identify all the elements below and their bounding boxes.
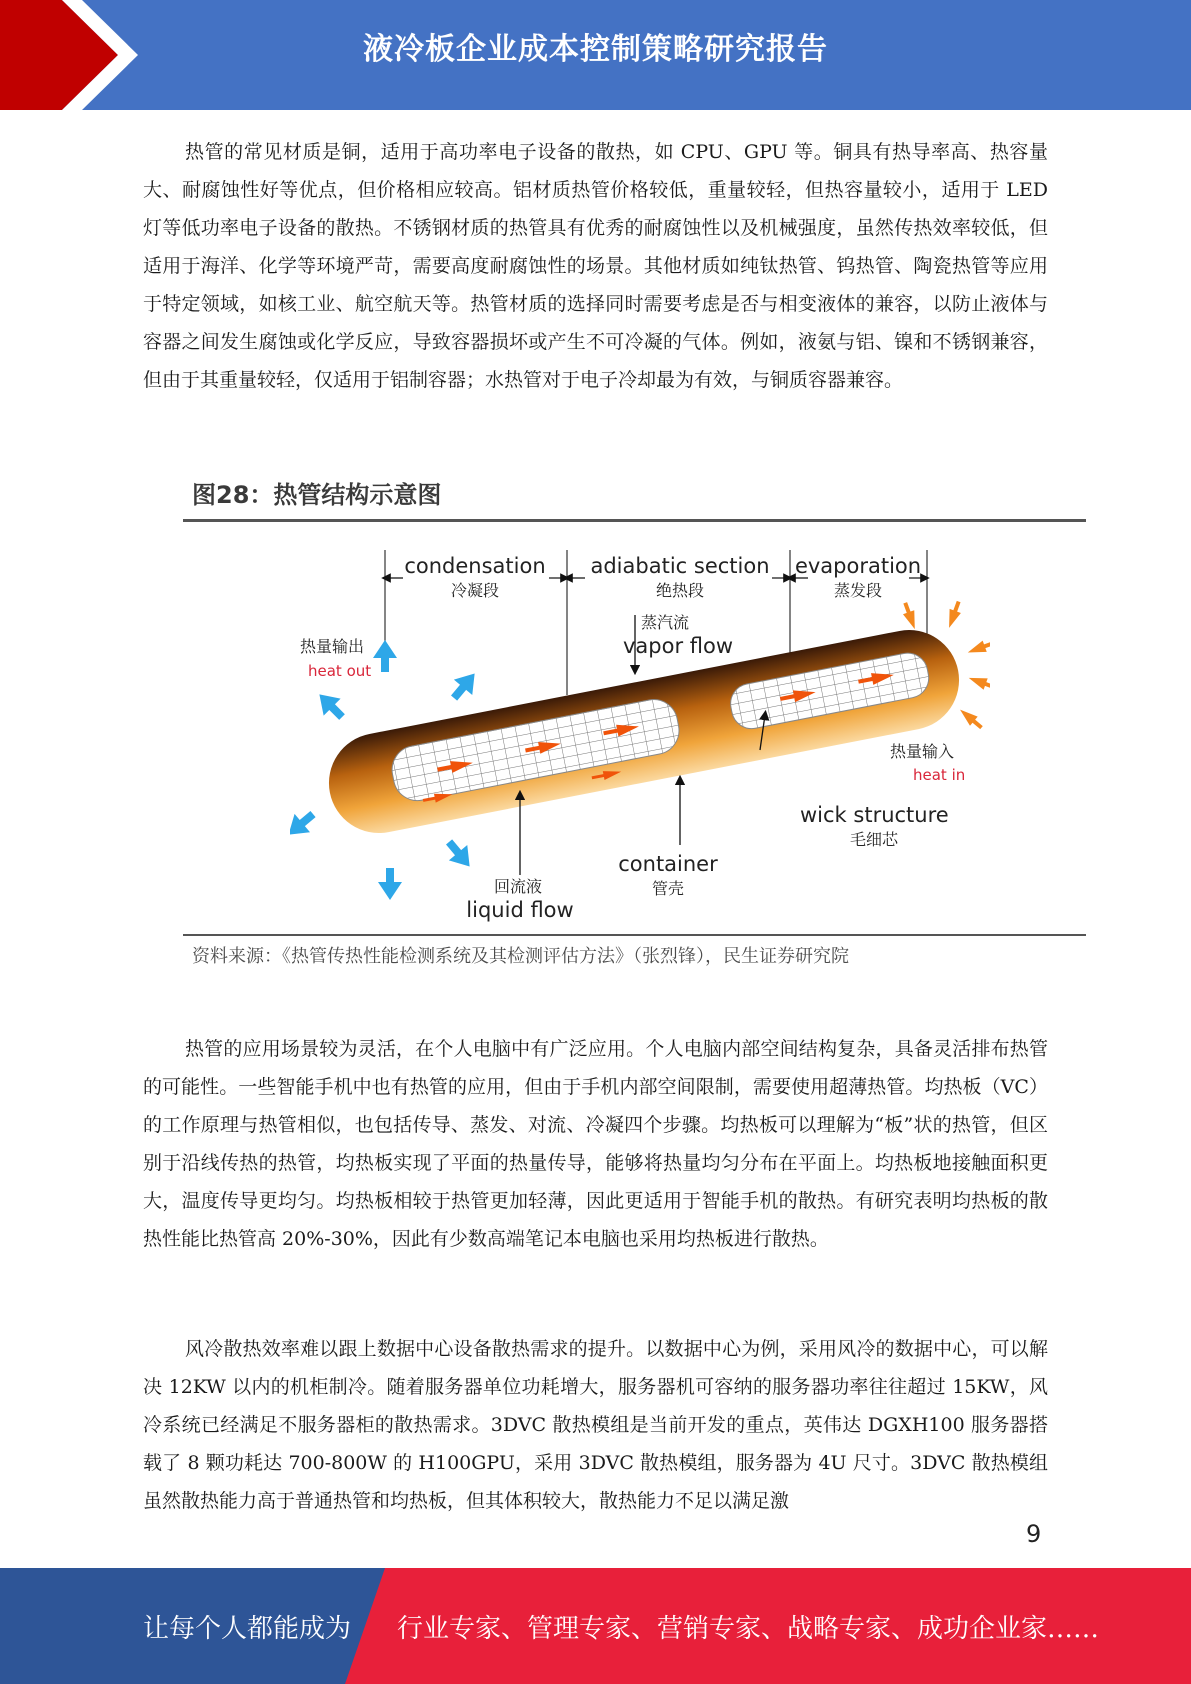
figure-top-rule xyxy=(183,519,1086,522)
label-heat-out-cn: 热量输出 xyxy=(300,637,365,656)
label-evaporation-en: evaporation xyxy=(794,554,922,578)
label-wick-cn: 毛细芯 xyxy=(850,830,899,849)
label-adiabatic-cn: 绝热段 xyxy=(655,581,705,600)
page-footer xyxy=(0,1568,1191,1684)
page-header xyxy=(0,0,1191,110)
figure-source: 资料来源：《热管传热性能检测系统及其检测评估方法》（张烈锋），民生证券研究院 xyxy=(192,946,849,967)
label-heat-in-en: heat in xyxy=(913,766,966,784)
label-adiabatic-en: adiabatic section xyxy=(590,554,770,578)
footer-slogan-right: 行业专家、管理专家、营销专家、战略专家、成功企业家…… xyxy=(397,1614,1100,1644)
label-vapor-cn: 蒸汽流 xyxy=(640,613,690,632)
body-paragraph-3: 风冷散热效率难以跟上数据中心设备散热需求的提升。以数据中心为例，采用风冷的数据中心，可以解决 12KW 以内的机柜制冷。随着服务器单位功耗增大，服务器机可容纳的服务器功率往往超过 15KW，风冷系统已经满足不服务器柜的散热需求。3DVC 散热模组是当前开发的重点，英伟达 DGXH100 服务器搭载了 8 颗功耗达 700-800W 的 H100GPU，采用 3DVC 散热模组，服务器为 4U 尺寸。3DVC 散热模组虽然散热能力高于普通热管和均热板，但其体积较大，散热能力不足以满足激 xyxy=(143,1338,1048,1512)
figure-bottom-rule xyxy=(183,934,1086,936)
body-paragraph-2: 热管的应用场景较为灵活，在个人电脑中有广泛应用。个人电脑内部空间结构复杂，具备灵活排布热管的可能性。一些智能手机中也有热管的应用，但由于手机内部空间限制，需要使用超薄热管。均热板（VC）的工作原理与热管相似，也包括传导、蒸发、对流、冷凝四个步骤。均热板可以理解为“板”状的热管，但区别于沿线传热的热管，均热板实现了平面的热量传导，能够将热量均匀分布在平面上。均热板地接触面积更大，温度传导更均匀。均热板相较于热管更加轻薄，因此更适用于智能手机的散热。有研究表明均热板的散热性能比热管高 20%-30%，因此有少数高端笔记本电脑也采用均热板进行散热。 xyxy=(143,1038,1048,1250)
page-number: 9 xyxy=(1026,1520,1042,1548)
body-paragraph-1: 热管的常见材质是铜，适用于高功率电子设备的散热，如 CPU、GPU 等。铜具有热导率高、热容量大、耐腐蚀性好等优点，但价格相应较高。铝材质热管价格较低，重量较轻，但热容量较小，适用于 LED 灯等低功率电子设备的散热。不锈钢材质的热管具有优秀的耐腐蚀性以及机械强度，虽然传热效率较低，但适用于海洋、化学等环境严苛，需要高度耐腐蚀性的场景。其他材质如纯钛热管、钨热管、陶瓷热管等应用于特定领域，如核工业、航空航天等。热管材质的选择同时需要考虑是否与相变液体的兼容，以防止液体与容器之间发生腐蚀或化学反应，导致容器损坏或产生不可冷凝的气体。例如，液氨与铝、镍和不锈钢兼容，但由于其重量较轻，仅适用于铝制容器；水热管对于电子冷却最为有效，与铜质容器兼容。 xyxy=(143,141,1048,391)
heat-pipe-diagram xyxy=(290,540,990,930)
footer-slogan-left: 让每个人都能成为 xyxy=(143,1614,352,1644)
label-evaporation-cn: 蒸发段 xyxy=(833,581,883,600)
label-condensation-en: condensation xyxy=(404,554,546,578)
label-wick-en: wick structure xyxy=(800,803,949,827)
label-heat-in-cn: 热量输入 xyxy=(890,742,955,761)
label-condensation-cn: 冷凝段 xyxy=(450,581,500,600)
label-container-cn: 管壳 xyxy=(651,879,685,898)
label-vapor-en: vapor flow xyxy=(622,634,734,658)
label-liquid-cn: 回流液 xyxy=(493,877,543,896)
label-container-en: container xyxy=(618,852,718,876)
label-liquid-en: liquid flow xyxy=(466,898,574,922)
figure-title: 图28：热管结构示意图 xyxy=(192,481,442,509)
label-heat-out-en: heat out xyxy=(308,662,372,680)
report-title: 液冷板企业成本控制策略研究报告 xyxy=(363,32,828,67)
